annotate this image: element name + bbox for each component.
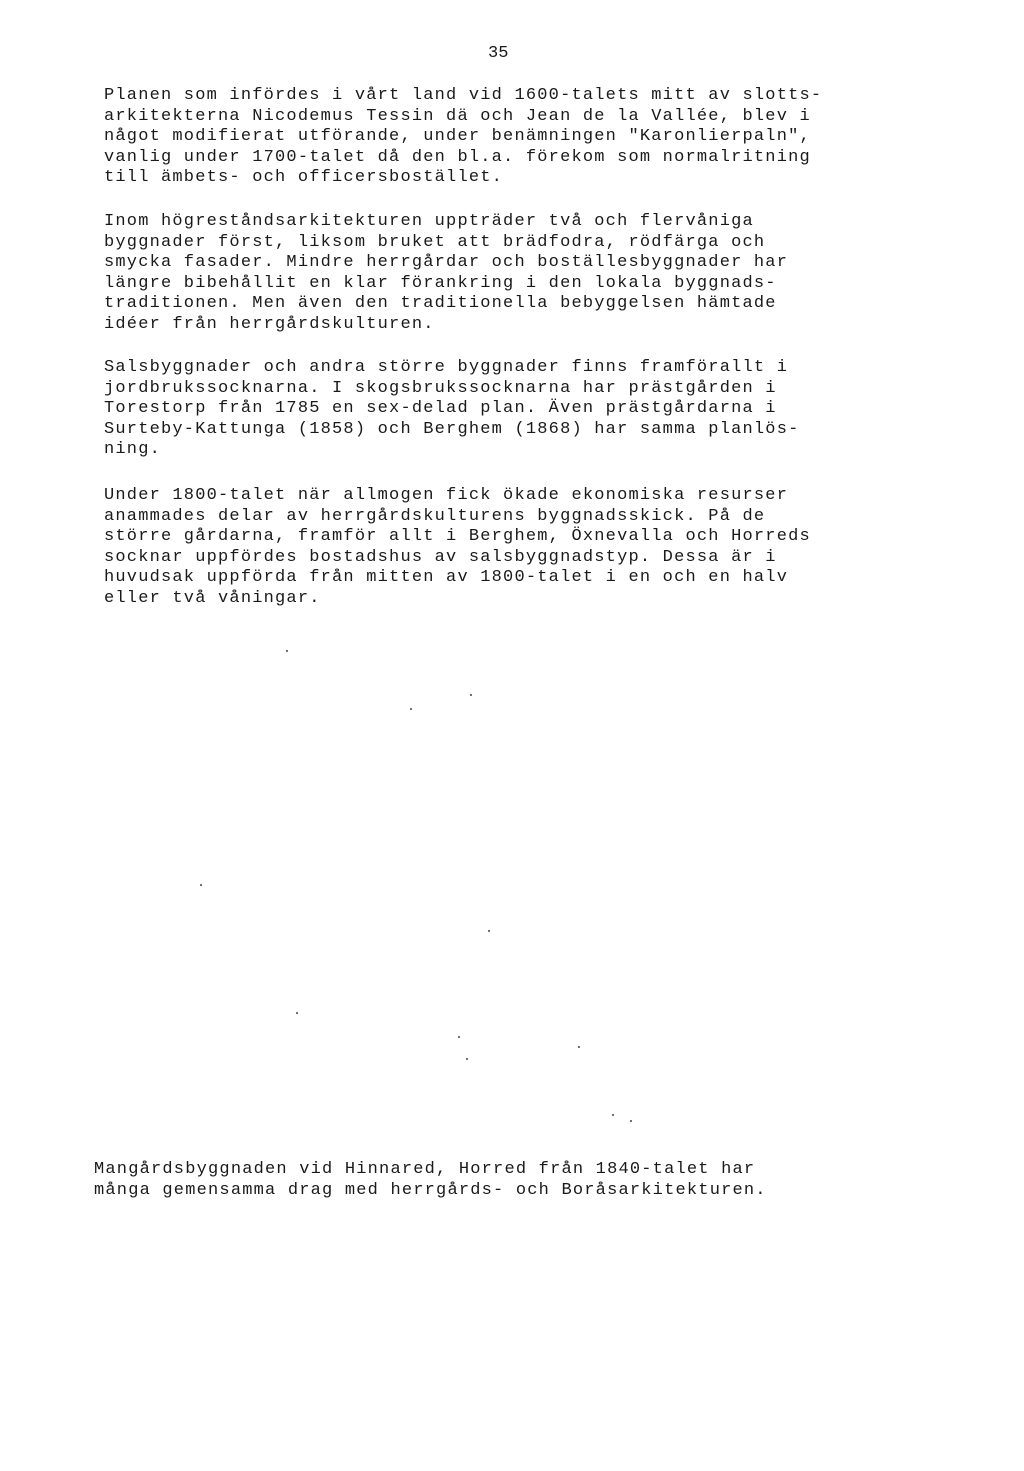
photo-caption [94,1160,874,1201]
paragraph-line: Under 1800-talet när allmogen fick ökade ekonomiska resurser [104,486,789,505]
paragraph-line: arkitekterna Nicodemus Tessin dä och Jean de la Vallée, blev i [104,106,811,126]
caption-line: många gemensamma drag med herrgårds- och Boråsarkitekturen. [94,1180,767,1200]
paragraph-line: huvudsak uppförda från mitten av 1800-talet i en och en halv [104,568,789,587]
paragraph-line: byggnader först, liksom bruket att brädfodra, rödfärga och [104,232,766,252]
scan-speck [630,1120,632,1122]
scan-speck [466,1058,468,1060]
paragraph-1 [104,86,884,189]
paragraph-line: till ämbets- och officersbostället. [104,168,504,187]
paragraph-3 [104,358,884,461]
paragraph-line: större gårdarna, framför allt i Berghem, Öxnevalla och Horreds [104,527,811,546]
paragraph-line: Surteby-Kattunga (1858) och Berghem (1868) har samma planlös- [104,419,800,439]
paragraph-line: ning. [104,440,162,459]
scan-speck [410,708,412,710]
paragraph-line: Torestorp från 1785 en sex-delad plan. Även prästgårdarna i [104,399,777,418]
scan-speck [458,1036,460,1038]
paragraph-line: Planen som infördes i vårt land vid 1600-talets mitt av slotts- [104,86,823,105]
caption-line: Mangårdsbyggnaden vid Hinnared, Horred från 1840-talet har [94,1160,756,1179]
paragraph-line: längre bibehållit en klar förankring i den lokala byggnads- [104,273,777,293]
page-number: 35 [488,44,509,63]
paragraph-line: idéer från herrgårdskulturen. [104,314,435,334]
paragraph-line: något modifierat utförande, under benämningen "Karonlierpaln", [104,127,811,146]
paragraph-line: Salsbyggnader och andra större byggnader finns framförallt i [104,358,789,377]
paragraph-line: socknar uppfördes bostadshus av salsbyggnadstyp. Dessa är i [104,547,777,567]
scan-speck [296,1012,298,1014]
scan-speck [286,650,288,652]
scan-speck [488,930,490,932]
scan-speck [200,884,202,886]
paragraph-line: Inom högreståndsarkitekturen uppträder två och flervåniga [104,212,754,231]
paragraph-line: jordbrukssocknarna. I skogsbrukssocknarna har prästgården i [104,378,777,398]
scan-speck [470,694,472,696]
paragraph-line: traditionen. Men även den traditionella bebyggelsen hämtade [104,294,777,313]
paragraph-line: vanlig under 1700-talet då den bl.a. förekom som normalritning [104,147,811,167]
paragraph-line: eller två våningar. [104,588,321,608]
paragraph-2 [104,212,884,335]
scan-speck [578,1046,580,1048]
scan-speck [612,1114,614,1116]
paragraph-line: anammades delar av herrgårdskulturens byggnadsskick. På de [104,506,766,526]
paragraph-line: smycka fasader. Mindre herrgårdar och boställesbyggnader har [104,253,789,272]
paragraph-4 [104,486,884,609]
